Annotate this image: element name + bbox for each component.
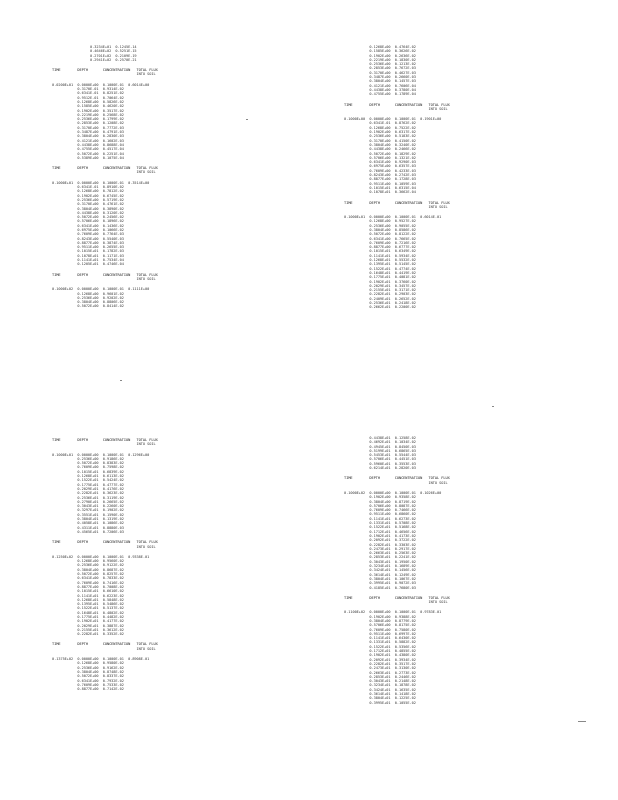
data-line: 0.4311E+01 0.8880E-03	[52, 525, 124, 530]
data-line: 0.1375E+02 0.0000E+00 0.1000E-01 0.8908E-01	[52, 657, 150, 662]
data-line: 0.1015E+01 0.6610E-02	[52, 589, 124, 594]
data-line: 0.5199E+01 0.6865E-03	[344, 448, 416, 453]
data-line: 0.1648E+01 0.4419E-02	[344, 270, 416, 275]
data-line: 0.2662E+01 0.2200E-02	[344, 305, 416, 310]
data-line: 0.1268E+01 0.5532E-02	[344, 258, 416, 263]
data-line: 0.8877E+00 0.3874E-03	[52, 240, 124, 245]
data-line: INTO SOIL	[52, 276, 156, 281]
data-line: 0.3234E+01 0.1878E-02	[344, 683, 416, 688]
column-header-line: TIME DEPTH CONCENTRATION TOTAL FLUX	[52, 166, 158, 171]
data-line: 0.1775E+01 0.4482E-02	[52, 614, 124, 619]
data-line: 0.9512E-01 0.7064E-02	[52, 95, 124, 100]
data-line: 0.7609E+00 0.7580E-02	[344, 627, 416, 632]
data-line: INTO SOIL	[344, 480, 448, 485]
data-line: 0.2282E+01 0.3352E-02	[52, 632, 124, 637]
data-line: 0.2029E+01 0.3887E-02	[52, 623, 124, 628]
scan-speck	[246, 119, 248, 120]
data-line: 0.3804E+01 0.1067E-02	[344, 576, 416, 581]
data-line: 0.2155E+01 0.3171E-02	[344, 288, 416, 293]
data-line: INTO SOIL	[52, 646, 156, 651]
data-line: 0.5706E+01 0.4451E-03	[344, 457, 416, 462]
data-line: 0.5072E+00 0.8414E-02	[52, 304, 124, 309]
data-line: 0.1078E+01 0.3662E-04	[344, 190, 416, 195]
data-line: 0.1000E+01 0.0000E+00 0.1000E-01 0.1296E+00	[52, 452, 150, 457]
data-line: 0.6975E+00 0.6357E-03	[344, 164, 416, 169]
data-line: 0.7609E+00 0.7533E-02	[52, 682, 124, 687]
data-line: 0.1100E+02 0.0000E+00 0.1000E-01 0.9783E-01	[344, 610, 442, 615]
data-line: 0.1078E+01 0.1171E-03	[52, 253, 124, 258]
data-line: 0.2536E+00 0.1799E-02	[52, 117, 124, 122]
printout-top-left	[52, 45, 158, 309]
data-line: 0.2473E+01 0.2917E-02	[344, 546, 416, 551]
data-line: 0.2282E+01 0.3303E-02	[344, 542, 416, 547]
data-line: 0.2853E+00 0.1208E-02	[52, 121, 124, 126]
data-line: 0.5072E+00 0.8257E-02	[52, 572, 124, 577]
data-line: 0.1648E+01 0.4802E-02	[52, 610, 124, 615]
data-line: 0.7609E+00 0.7764E-03	[52, 232, 124, 237]
data-line: 0.1141E+01 0.6223E-02	[52, 593, 124, 598]
data-line: 0.5072E+00 0.2251E-04	[52, 151, 124, 156]
data-line: 0.7609E+00 0.7598E-02	[52, 465, 124, 470]
data-line: 0.3234E+01 0.1245E-14	[52, 45, 137, 49]
data-line: 0.2282E+01 0.2903E-02	[344, 292, 416, 297]
data-line: 0.5706E+00 0.8087E-02	[344, 503, 416, 508]
data-line: 0.2282E+01 0.3623E-02	[52, 491, 124, 496]
data-line: 0.3804E+00 0.3240E-02	[344, 142, 416, 147]
data-line: 0.1902E+01 0.4173E-02	[344, 533, 416, 538]
data-line: 0.1268E+00 0.4764E-02	[344, 45, 416, 49]
data-line: 0.1015E+01 0.6349E-02	[344, 249, 416, 254]
data-line: 0.3297E+01 0.1902E-02	[52, 508, 124, 513]
data-line: 0.3804E+00 0.1457E-03	[344, 79, 416, 84]
column-header-line: TIME DEPTH CONCENTRATION TOTAL FLUX	[344, 102, 450, 107]
data-line: 0.5706E+00 0.1896E-02	[52, 219, 124, 224]
data-line: 0.5072E+00 0.8337E-02	[52, 674, 124, 679]
data-line: 0.3804E+01 0.1319E-02	[52, 517, 124, 522]
column-header-line: TIME DEPTH CONCENTRATION TOTAL FLUX	[52, 68, 158, 73]
column-header-line: TIME DEPTH CONCENTRATION TOTAL FLUX	[52, 540, 158, 545]
data-line: 0.1000E+01 0.0000E+00 0.1000E-01 0.6014E-01	[344, 215, 442, 220]
data-line: 0.6975E+00 0.1066E-02	[52, 227, 124, 232]
data-line: 0.4058E+01 0.1086E-02	[52, 521, 124, 526]
data-line: 0.1250E+02 0.0000E+00 0.1000E-01 0.9338E-01	[52, 554, 150, 559]
data-line: 0.2536E+00 0.1213E-02	[344, 62, 416, 67]
data-line: 0.1141E+01 0.6430E-02	[344, 636, 416, 641]
data-line: 0.2155E+01 0.3612E-02	[52, 627, 124, 632]
data-line: INTO SOIL	[52, 442, 156, 447]
data-line: 0.2536E+00 0.9186E-02	[52, 456, 124, 461]
data-line: 0.3170E-01 0.9314E-02	[52, 87, 124, 92]
data-line: 0.1522E+01 0.5356E-02	[344, 644, 416, 649]
data-line: 0.3995E+01 0.1055E-02	[344, 700, 416, 705]
scan-speck	[578, 721, 586, 722]
printout-top-right	[344, 45, 450, 310]
data-line: 0.1775E+01 0.4081E-02	[344, 275, 416, 280]
data-line: 0.1902E+00 0.9358E-02	[344, 495, 416, 500]
data-line: 0.5072E+00 0.1829E-02	[344, 151, 416, 156]
data-line: 0.2536E+00 0.9162E-02	[52, 665, 124, 670]
data-line: 0.3424E+01 0.1456E-02	[344, 568, 416, 573]
data-line: 0.6341E+00 0.1436E-02	[52, 223, 124, 228]
data-line: 0.1141E+01 0.7534E-04	[52, 258, 124, 263]
data-line: 0.8877E+00 0.1728E-03	[344, 177, 416, 182]
data-line: 0.9511E+00 0.6997E-02	[344, 631, 416, 636]
data-line: 0.3234E+01 0.1689E-02	[344, 564, 416, 569]
data-line: 0.4945E+01 0.8450E-03	[344, 444, 416, 449]
data-line: INTO SOIL	[344, 204, 448, 209]
data-line: 0.1015E+01 0.6315E-04	[344, 185, 416, 190]
data-line: 0.2219E+00 0.2568E-02	[52, 112, 124, 117]
data-line: 0.8243E+00 0.2742E-03	[344, 173, 416, 178]
data-line: 0.1000E+02 0.0000E+00 0.1000E-01 0.1111E+00	[52, 287, 150, 292]
data-line: 0.3804E+00 0.8779E-02	[344, 618, 416, 623]
data-line: 0.1902E+00 0.6745E-02	[52, 193, 124, 198]
data-line: 0.5072E+00 0.8383E-02	[52, 461, 124, 466]
scan-speck	[492, 406, 494, 407]
data-line: 0.3804E+00 0.8748E-02	[52, 669, 124, 674]
data-line: 0.1268E+00 0.9527E-02	[344, 219, 416, 224]
data-line: 0.1775E+01 0.4777E-02	[52, 482, 124, 487]
data-line: 0.1522E+01 0.4774E-02	[344, 266, 416, 271]
data-line: 0.2536E+00 0.9202E-02	[52, 295, 124, 300]
data-line: 0.6341E+00 0.9290E-03	[344, 160, 416, 165]
data-line: 0.6341E-01 0.8762E-02	[344, 121, 416, 126]
data-line: 0.1268E+01 0.6113E-02	[52, 474, 124, 479]
data-line: 0.1902E+01 0.4380E-02	[344, 653, 416, 658]
data-line: INTO SOIL	[52, 170, 156, 175]
data-line: 0.5389E+00 0.1075E-04	[52, 155, 124, 160]
data-line: 0.9511E+00 0.2655E-03	[52, 245, 124, 250]
data-line: 0.1585E+00 0.3626E-02	[344, 49, 416, 54]
data-line: 0.2536E+00 0.5719E-02	[52, 197, 124, 202]
data-line: 0.5706E+00 0.8175E-02	[344, 623, 416, 628]
data-line: 0.1000E+02 0.0000E+00 0.1000E-01 0.1026E+00	[344, 490, 442, 495]
data-line: 0.2536E+00 0.9055E-02	[344, 223, 416, 228]
data-line: 0.1522E+01 0.5168E-02	[344, 525, 416, 530]
printout-bottom-right	[344, 436, 450, 705]
data-line: 0.1585E+00 0.4620E-02	[52, 104, 124, 109]
data-line: 0.2663E+01 0.2773E-02	[344, 670, 416, 675]
data-line: 0.6214E+01 0.2820E-03	[344, 466, 416, 471]
data-line: 0.9511E+00 0.6860E-02	[344, 512, 416, 517]
data-line: 0.6341E-01 0.8910E-02	[52, 185, 124, 190]
data-line: 0.1331E+01 0.5882E-02	[344, 640, 416, 645]
data-line: 0.2853E+01 0.2241E-02	[344, 555, 416, 560]
data-line: 0.4185E+01 0.7680E-03	[344, 585, 416, 590]
data-line: 0.2409E+01 0.2652E-02	[344, 296, 416, 301]
data-line: 0.4755E+00 0.1789E-04	[344, 92, 416, 97]
data-line: 0.5706E+00 0.1321E-02	[344, 155, 416, 160]
data-line: 0.6341E+00 0.7932E-02	[52, 678, 124, 683]
data-line: 0.2790E+01 0.2665E-02	[52, 499, 124, 504]
data-line: 0.2941E+02 0.2570E-21	[52, 57, 137, 62]
data-line: 0.2092E+01 0.3934E-02	[344, 657, 416, 662]
data-line: 0.1902E+00 0.2636E-02	[344, 53, 416, 58]
data-line: 0.3804E+00 0.8687E-02	[52, 567, 124, 572]
data-line: 0.2282E+01 0.3517E-02	[344, 661, 416, 666]
data-line: INTO SOIL	[52, 544, 156, 549]
data-line: 0.3170E+00 0.4627E-03	[344, 70, 416, 75]
data-line: 0.1015E+01 0.1782E-03	[52, 249, 124, 254]
data-line: 0.3043E+01 0.2260E-02	[52, 504, 124, 509]
data-line: 0.1522E+01 0.5137E-02	[52, 606, 124, 611]
data-line: 0.4438E+00 0.8688E-04	[52, 142, 124, 147]
data-line: 0.7609E+00 0.7416E-02	[52, 580, 124, 585]
data-line: 0.3614E+01 0.1418E-02	[344, 692, 416, 697]
data-line: 0.1522E+01 0.5424E-02	[52, 478, 124, 483]
data-line: 0.1000E+00 0.0000E+00 0.1000E-01 0.1901E+00	[344, 117, 442, 122]
data-line: 0.1902E+01 0.3760E-02	[344, 279, 416, 284]
data-line: 0.1205E+01 0.4746E-04	[52, 262, 124, 267]
data-line: 0.3804E+00 0.8586E-02	[344, 227, 416, 232]
data-line: 0.3170E+00 0.4150E-02	[344, 138, 416, 143]
column-header-line: TIME DEPTH CONCENTRATION TOTAL FLUX	[52, 438, 158, 442]
data-line: 0.3487E+00 0.4791E-03	[52, 130, 124, 135]
data-line: 0.2219E+00 0.1830E-02	[344, 57, 416, 62]
data-line: 0.1712E+01 0.4656E-02	[344, 529, 416, 534]
column-header-line: TIME DEPTH CONCENTRATION TOTAL FLUX	[344, 595, 450, 600]
data-line: 0.1902E+00 0.6317E-02	[344, 130, 416, 135]
data-line: 0.1268E+00 0.5826E-02	[52, 99, 124, 104]
data-line: 0.1395E+01 0.5486E-02	[52, 602, 124, 607]
data-line: 0.8877E+00 0.7008E-02	[52, 584, 124, 589]
data-line: 0.1712E+01 0.4855E-02	[344, 649, 416, 654]
data-line: 0.2536E+00 0.5183E-02	[344, 134, 416, 139]
data-line: 0.7609E+00 0.7216E-02	[344, 240, 416, 245]
data-line: 0.1395E+01 0.5145E-02	[344, 262, 416, 267]
data-line: 0.2029E+01 0.3457E-02	[344, 283, 416, 288]
data-line: 0.3804E+00 0.3890E-02	[52, 206, 124, 211]
data-line: 0.5960E+01 0.3553E-03	[344, 461, 416, 466]
data-line: 0.4438E+00 0.3780E-04	[344, 87, 416, 92]
printout-bottom-left	[52, 438, 158, 691]
data-line: 0.2853E+01 0.2446E-02	[344, 674, 416, 679]
data-line: 0.1268E+01 0.5848E-02	[52, 597, 124, 602]
data-line: 0.2473E+01 0.3130E-02	[344, 666, 416, 671]
data-line: 0.0200E+01 0.0000E+00 0.1000E-01 0.6014E+00	[52, 82, 150, 87]
data-line: 0.3043E+01 0.1950E-02	[344, 559, 416, 564]
data-line: 0.3804E+00 0.8719E-02	[344, 499, 416, 504]
data-line: 0.1268E+00 0.7522E-02	[344, 125, 416, 130]
data-line: 0.7609E+00 0.7466E-02	[344, 508, 416, 513]
data-line: 0.4646E+02 0.5251E-15	[52, 49, 137, 54]
data-line: 0.3424E+01 0.1635E-02	[344, 687, 416, 692]
data-line: 0.1015E+01 0.6839E-02	[52, 469, 124, 474]
column-header-line: TIME DEPTH CONCENTRATION TOTAL FLUX	[344, 200, 450, 205]
data-line: 0.1268E+00 0.7812E-02	[52, 189, 124, 194]
data-line: INTO SOIL	[344, 106, 448, 111]
data-line: 0.5072E+00 0.2456E-02	[52, 215, 124, 220]
data-line: 0.4438E+01 0.1258E-02	[344, 436, 416, 440]
data-line: 0.2536E+01 0.2418E-02	[344, 301, 416, 306]
data-line: 0.3170E+00 0.4761E-02	[52, 202, 124, 207]
data-line: 0.4121E+00 0.1602E-03	[52, 138, 124, 143]
data-line: 0.3804E+00 0.8806E-02	[52, 300, 124, 305]
data-line: 0.2853E+00 0.7672E-03	[344, 66, 416, 71]
data-line: 0.1902E+00 0.9388E-02	[344, 614, 416, 619]
data-line: 0.3043E+01 0.2148E-02	[344, 679, 416, 684]
data-line: 0.6341E+00 0.7833E-02	[52, 576, 124, 581]
data-line: 0.3170E+00 0.7772E-03	[52, 125, 124, 130]
data-line: 0.1268E+00 0.9560E-02	[52, 559, 124, 564]
column-header-line: TIME DEPTH CONCENTRATION TOTAL FLUX	[344, 476, 450, 481]
data-line: 0.3551E+01 0.1590E-02	[52, 512, 124, 517]
data-line: 0.2536E+01 0.3119E-02	[52, 495, 124, 500]
data-line: 0.4438E+00 0.3120E-02	[52, 210, 124, 215]
data-line: INTO SOIL	[344, 600, 448, 605]
data-line: 0.1000E+01 0.0000E+00 0.1000E-01 0.3514E+00	[52, 180, 150, 185]
data-line: 0.2092E+01 0.3722E-02	[344, 538, 416, 543]
data-line: 0.9511E+00 0.1059E-03	[344, 181, 416, 186]
data-line: 0.3995E+01 0.9072E-03	[344, 581, 416, 586]
data-line: 0.4755E+00 0.4517E-04	[52, 147, 124, 152]
data-line: 0.1902E+01 0.4177E-02	[52, 619, 124, 624]
data-line: 0.1331E+01 0.5708E-02	[344, 521, 416, 526]
data-line: 0.6341E-01 0.8251E-02	[52, 91, 124, 96]
data-line: INTO SOIL	[52, 72, 156, 77]
data-line: 0.3614E+01 0.1249E-02	[344, 572, 416, 577]
data-line: 0.2701E+02 0.2109E-19	[52, 53, 137, 58]
data-line: 0.4121E+00 0.7606E-04	[344, 83, 416, 88]
data-line: 0.3804E+01 0.1225E-02	[344, 696, 416, 701]
data-line: 0.4438E+00 0.2466E-02	[344, 147, 416, 152]
data-line: 0.1141E+01 0.5934E-02	[344, 253, 416, 258]
data-line: 0.1268E+00 0.9601E-02	[52, 291, 124, 296]
data-line: 0.6341E+00 0.7665E-02	[344, 236, 416, 241]
data-line: 0.1268E+00 0.9580E-02	[52, 661, 124, 666]
data-line: 0.3804E+00 0.2830E-03	[52, 134, 124, 139]
data-line: 0.3487E+00 0.2660E-03	[344, 75, 416, 80]
column-header-line: TIME DEPTH CONCENTRATION TOTAL FLUX	[52, 642, 158, 647]
data-line: 0.4692E+01 0.1034E-02	[344, 440, 416, 445]
data-line: 0.5072E+00 0.8122E-02	[344, 232, 416, 237]
data-line: 0.8243E+00 0.5540E-03	[52, 236, 124, 241]
data-line: 0.2029E+01 0.4176E-02	[52, 486, 124, 491]
data-line: 0.7609E+00 0.4233E-03	[344, 168, 416, 173]
data-line: 0.2663E+01 0.2563E-02	[344, 551, 416, 556]
data-line: 0.2536E+00 0.9122E-02	[52, 563, 124, 568]
scan-speck	[120, 380, 122, 381]
data-line: 0.4565E+01 0.7206E-03	[52, 529, 124, 534]
data-line: 0.8877E+00 0.7142E-02	[52, 687, 124, 692]
data-line: 0.1902E+00 0.3517E-02	[52, 108, 124, 113]
column-header-line: TIME DEPTH CONCENTRATION TOTAL FLUX	[52, 272, 158, 277]
data-line: 0.5453E+01 0.5544E-03	[344, 453, 416, 458]
data-line: 0.8877E+00 0.6777E-02	[344, 245, 416, 250]
data-line: 0.1141E+01 0.6273E-02	[344, 516, 416, 521]
